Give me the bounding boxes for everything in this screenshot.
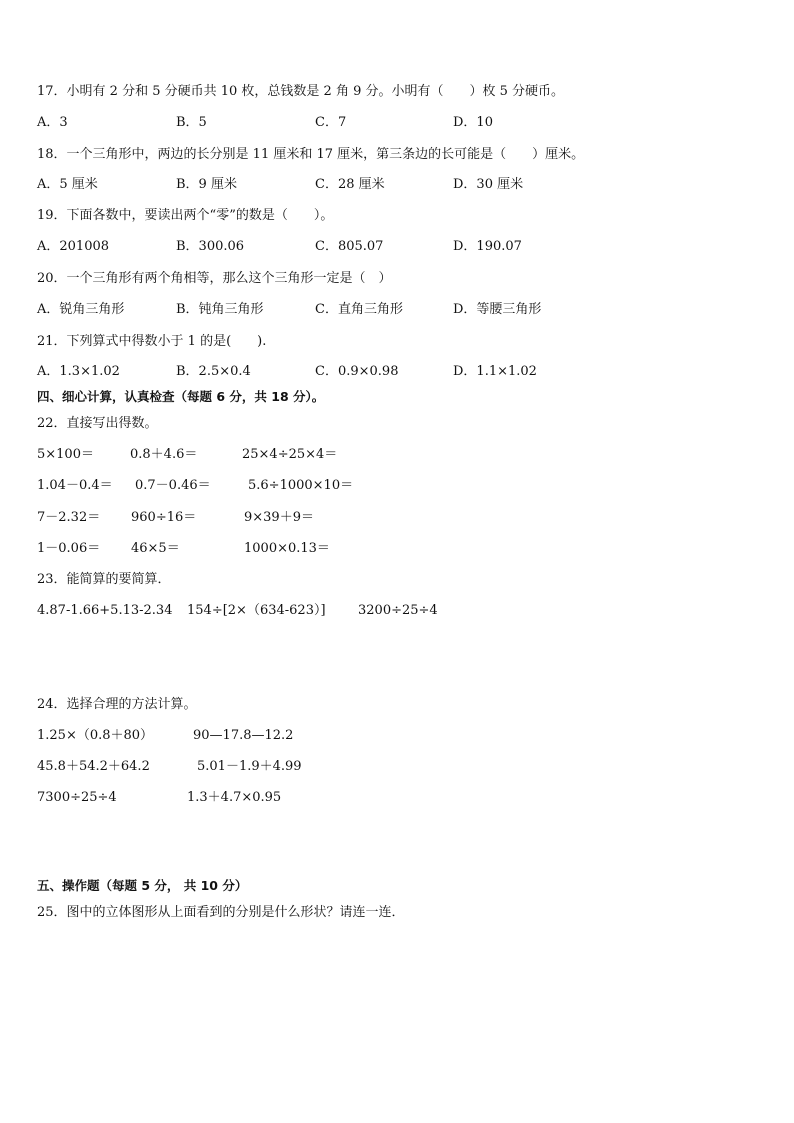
calc-item: 3200÷25÷4 [358,603,438,618]
question-stem: 19．下面各数中，要读出两个“零”的数是（ ）。 [37,208,334,223]
calc-item: 1－0.06＝ [37,541,101,556]
option-c: C．直角三角形 [315,302,403,317]
question-stem: 17．小明有 2 分和 5 分硬币共 10 枚，总钱数是 2 角 9 分。小明有（ ）枚 5 分硬币。 [37,84,565,99]
question-24-stem: 24．选择合理的方法计算。 [37,697,197,712]
calc-item: 46×5＝ [131,541,180,556]
option-a: A．5 厘米 [37,177,98,192]
question-25-stem: 25．图中的立体图形从上面看到的分别是什么形状？请连一连． [37,905,405,920]
question-stem: 20．一个三角形有两个角相等，那么这个三角形一定是（ ） [37,271,392,286]
question-stem: 18．一个三角形中，两边的长分别是 11 厘米和 17 厘米，第三条边的长可能是（ ）厘米。 [37,147,585,162]
question-stem: 21．下列算式中得数小于 1 的是( ). [37,334,267,349]
option-b: B．9 厘米 [176,177,237,192]
calc-item: 960÷16＝ [131,510,197,525]
calc-item: 5.6÷1000×10＝ [248,478,354,493]
calc-item: 4.87-1.66+5.13-2.34 [37,603,173,618]
calc-item: 0.7－0.46＝ [135,478,211,493]
option-d: D．等腰三角形 [453,302,542,317]
option-a: A．1.3×1.02 [37,364,120,379]
option-a: A．201008 [37,239,110,254]
option-a: A．锐角三角形 [37,302,125,317]
option-b: B．2.5×0.4 [176,364,251,379]
section-5-heading: 五、操作题（每题 5 分， 共 10 分） [37,878,248,893]
calc-item: 154÷[2×（634-623）] [187,603,326,618]
calc-item: 25×4÷25×4＝ [242,447,338,462]
option-d: D．10 [453,115,493,130]
calc-item: 7300÷25÷4 [37,790,117,805]
option-a: A．3 [37,115,68,130]
option-b: B．300.06 [176,239,245,254]
calc-item: 45.8＋54.2＋64.2 [37,759,150,774]
calc-item: 1.04－0.4＝ [37,478,113,493]
calc-item: 9×39＋9＝ [244,510,314,525]
calc-item: 7－2.32＝ [37,510,101,525]
option-c: C．0.9×0.98 [315,364,399,379]
question-23-stem: 23．能简算的要简算． [37,572,171,587]
calc-item: 1.25×（0.8＋80） [37,728,154,743]
calc-item: 1000×0.13＝ [244,541,330,556]
option-d: D．30 厘米 [453,177,524,192]
question-22-stem: 22．直接写出得数。 [37,416,158,431]
option-b: B．钝角三角形 [176,302,264,317]
calc-item: 0.8＋4.6＝ [130,447,198,462]
calc-item: 5.01－1.9＋4.99 [197,759,302,774]
option-c: C．805.07 [315,239,384,254]
option-c: C．7 [315,115,347,130]
calc-item: 90—17.8—12.2 [193,728,294,743]
option-d: D．1.1×1.02 [453,364,537,379]
calc-item: 5×100＝ [37,447,94,462]
option-b: B．5 [176,115,207,130]
option-c: C．28 厘米 [315,177,385,192]
calc-item: 1.3＋4.7×0.95 [187,790,282,805]
section-4-heading: 四、细心计算，认真检查（每题 6 分，共 18 分）。 [37,389,325,404]
option-d: D．190.07 [453,239,522,254]
